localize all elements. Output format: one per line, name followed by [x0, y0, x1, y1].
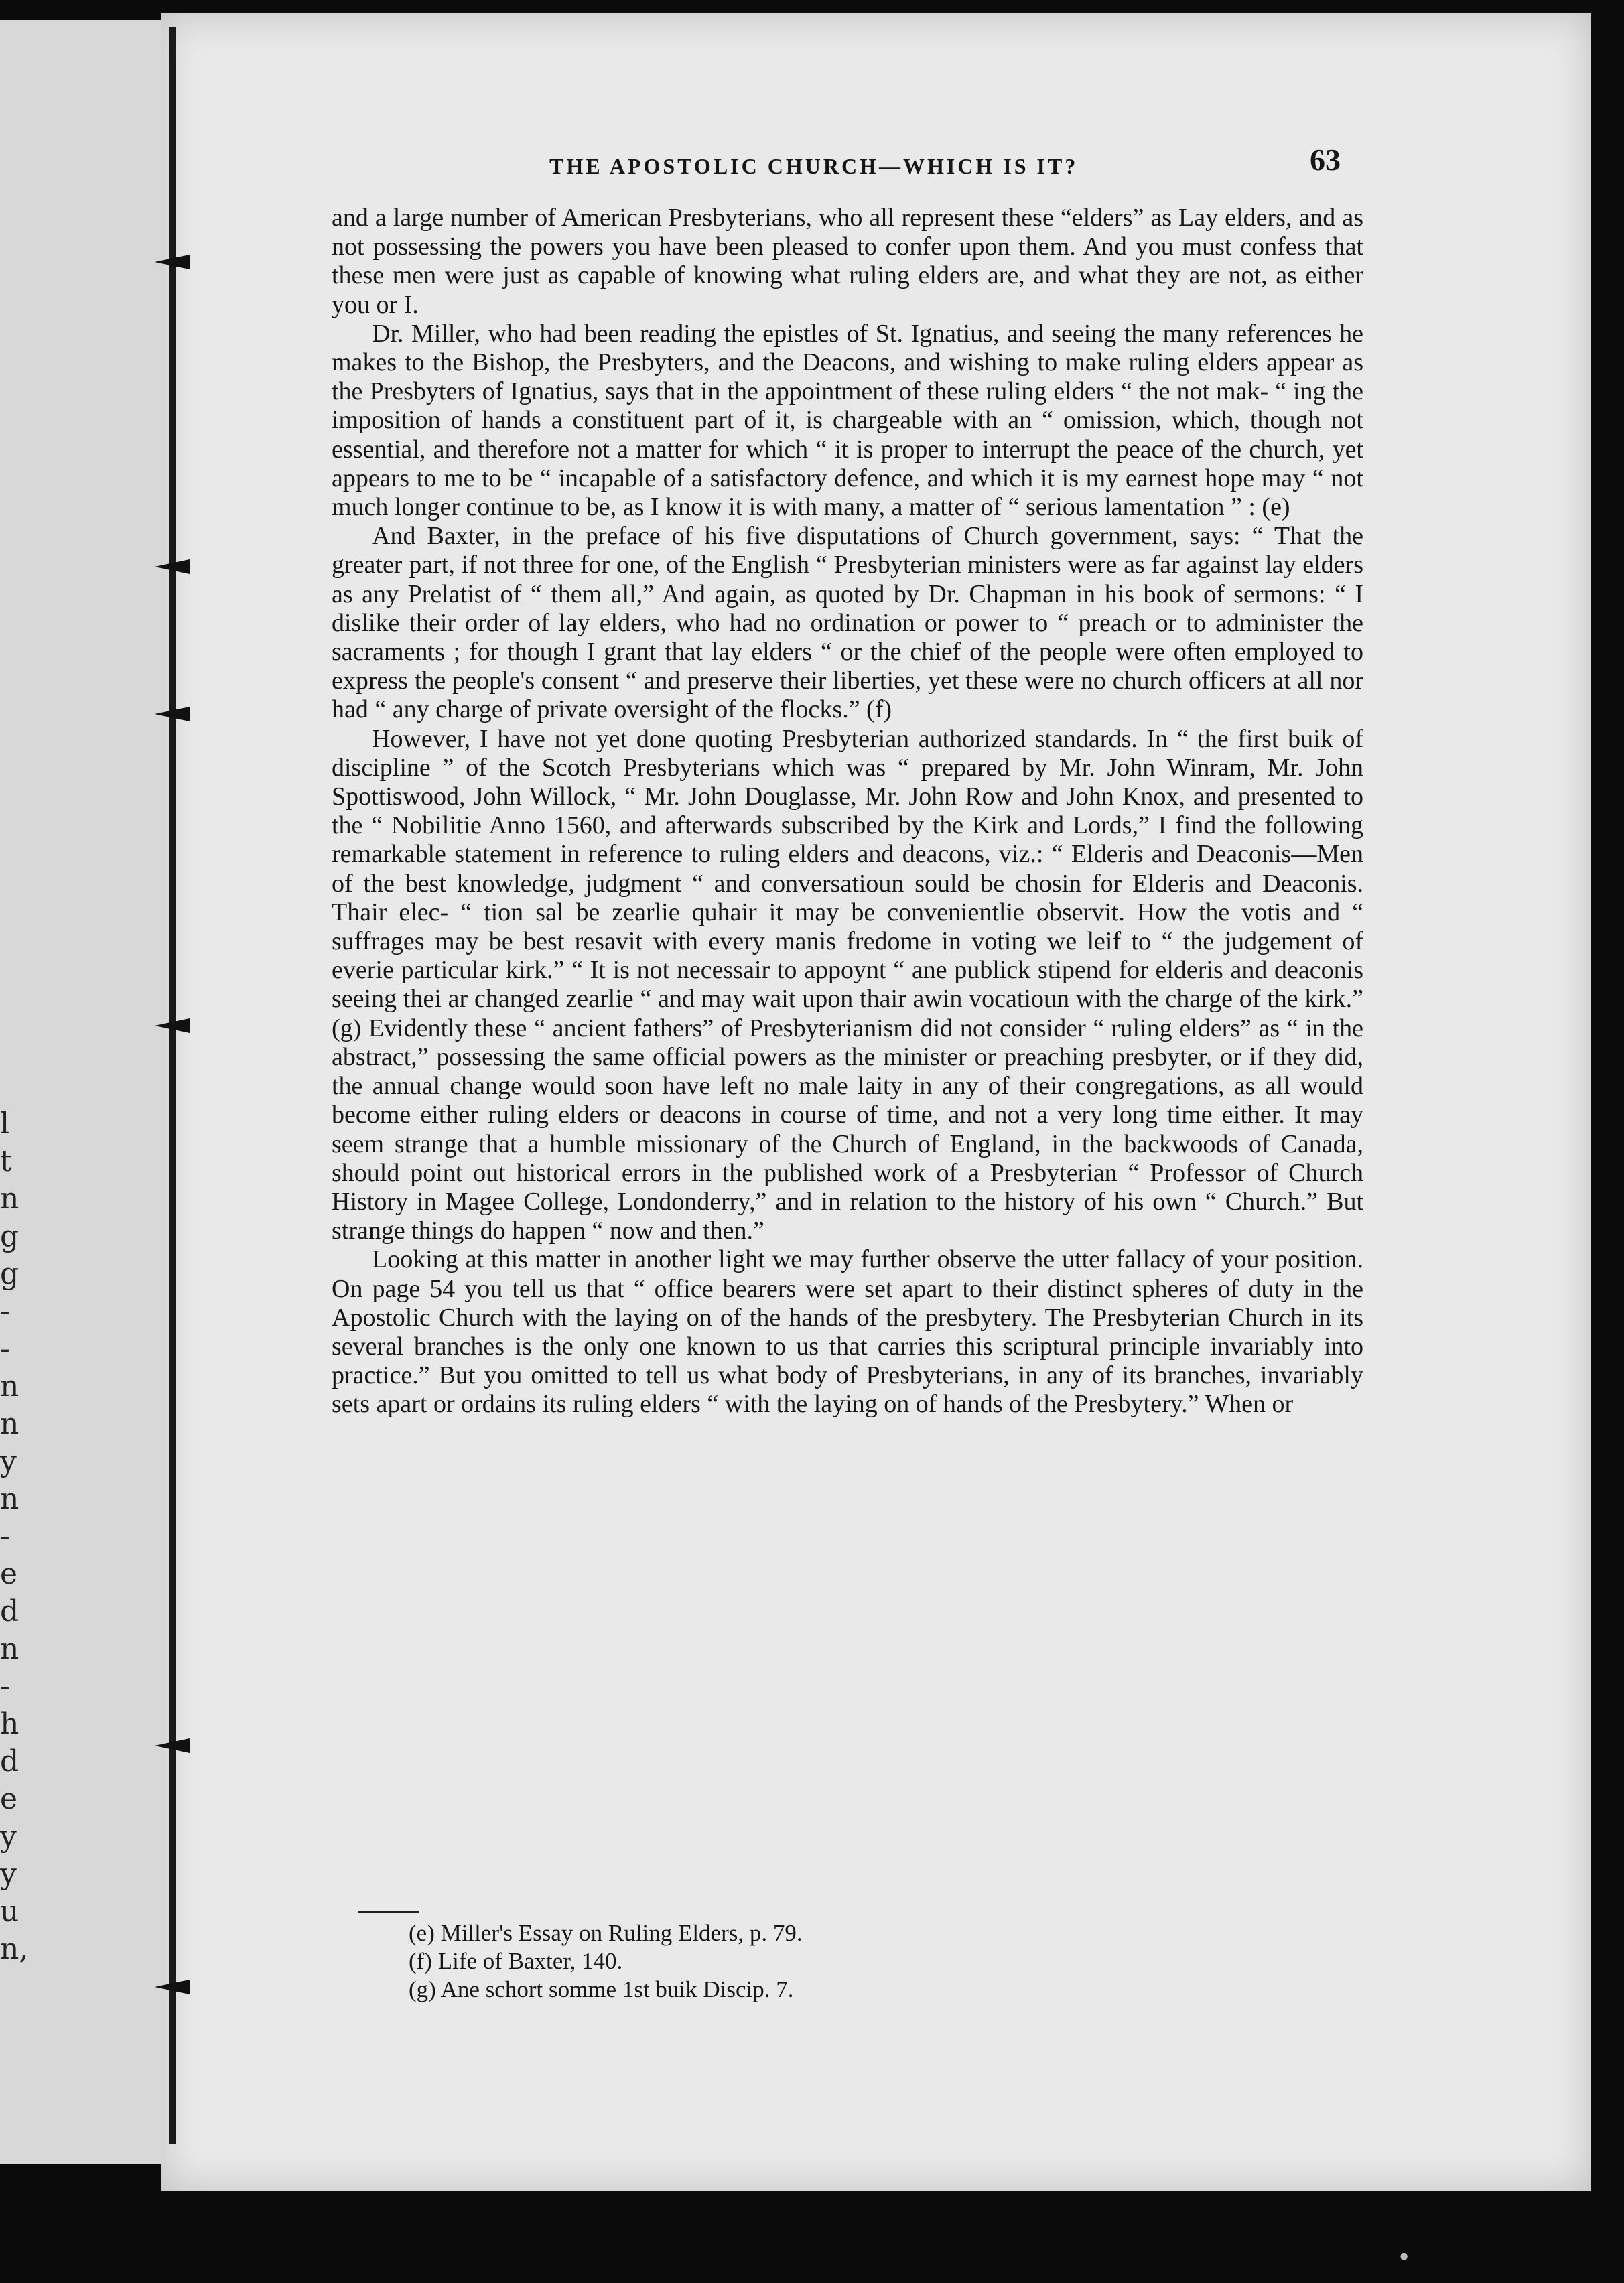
margin-letter: - [0, 1519, 10, 1553]
margin-letter: t [0, 1144, 12, 1178]
footnote: (f) Life of Baxter, 140. [409, 1948, 623, 1974]
footnotes [409, 1919, 1213, 2004]
margin-letter: - [0, 1294, 10, 1328]
paragraph: Looking at this matter in another light we may further observe the utter fallacy of your position. On page 54 you tell us that “ office bearers were set apart to their distinct spheres of duty in the Apostolic Church with the laying on of the hands of the presbytery. The Presbyterian Church in its several branches is the only one known to us that carries this scriptural principle invariably into practice.” But you omitted to tell us what body of Presbyterians, in any of its branches, invariably sets apart or ordains its ruling elders “ with the laying on of hands of the Presbytery.” When or [332, 1245, 1363, 1419]
footnote: (g) Ane schort somme 1st buik Discip. 7. [409, 1976, 794, 2002]
margin-letter: u [0, 1894, 19, 1929]
paragraph: And Baxter, in the preface of his five disputations of Church government, says: “ That the greater part, if not three for one, of the English “ Presbyterian ministers were as far against lay elders as any Prelatist of “ them all,” And again, as quoted by Dr. Chapman in his book of sermons: “ I dislike their order of lay elders, who had no ordination or power to “ preach or to administer the sacraments ; for though I grant that lay elders “ or the chief of the people were often employed to express the people's consent “ and preserve their liberties, yet these were no church officers at all nor had “ any charge of private oversight of the flocks.” (f) [332, 522, 1363, 724]
margin-letter: - [0, 1332, 10, 1366]
footnote-rule [358, 1911, 419, 1913]
margin-letter: g [0, 1219, 19, 1253]
margin-letter: g [0, 1257, 19, 1291]
margin-letter: h [0, 1707, 19, 1741]
previous-page-margin-letters [0, 1105, 29, 1968]
footnote: (e) Miller's Essay on Ruling Elders, p. 79. [409, 1920, 803, 1946]
margin-letter: n [0, 1632, 19, 1666]
margin-letter: n [0, 1407, 19, 1441]
margin-letter: n, [0, 1932, 29, 1966]
binding-spine [169, 27, 176, 2144]
margin-letter: e [0, 1782, 18, 1816]
margin-letter: l [0, 1107, 10, 1141]
paragraph: and a large number of American Presbyterians, who all represent these “elders” as Lay elders, and as not possessing the powers you have been pleased to confer upon them. And you must confess that these men were just as capable of knowing what ruling elders are, and what they are not, as either you or I. [332, 204, 1363, 319]
margin-letter: n [0, 1482, 19, 1516]
margin-letter: d [0, 1744, 19, 1779]
margin-letter: - [0, 1669, 10, 1704]
margin-letter: n [0, 1182, 19, 1216]
margin-letter: y [0, 1819, 17, 1854]
paragraph: However, I have not yet done quoting Presbyterian authorized standards. In “ the first buik of discipline ” of the Scotch Presbyterians which was “ prepared by Mr. John Winram, Mr. John Spottiswood, John Willock, “ Mr. John Douglasse, Mr. John Row and John Knox, and presented to the “ Nobilitie Anno 1560, and afterwards subscribed by the Kirk and Lords,” I find the following remarkable statement in reference to ruling elders and deacons, viz.: “ Elderis and Deaconis—Men of the best knowledge, judgment “ and conversatioun sould be chosin for Elderis and Deaconis. Thair elec- “ tion sal be zearlie quhair it may be convenientlie observit. How the votis and “ suffrages may be best resavit with every manis fredome in voting we leif to “ the judgement of everie particular kirk.” “ It is not necessair to appoynt “ ane publick stipend for elderis and deaconis seeing thei ar changed zearlie “ and may wait upon thair awin vocatioun with the charge of the kirk.” (g) Evidently these “ ancient fathers” of Presbyterianism did not consider “ ruling elders” as “ in the abstract,” possessing the same official powers as the minister or preaching presbyter, or if they did, the annual change would soon have left no male laity in any of their congregations, as all would become either ruling elders or deacons in course of time, and not a very long time either. It may seem strange that a humble missionary of the Church of England, in the backwoods of Canada, should point out historical errors in the published work of a Presbyterian “ Professor of Church History in Magee College, Londonderry,” and in relation to the history of his own “ Church.” But strange things do happen “ now and then.” [332, 724, 1363, 1245]
running-head: THE APOSTOLIC CHURCH—WHICH IS IT? [549, 154, 1079, 178]
margin-letter: y [0, 1444, 17, 1478]
page-number: 63 [1310, 143, 1341, 177]
paragraph: Dr. Miller, who had been reading the epistles of St. Ignatius, and seeing the many references he makes to the Bishop, the Presbyters, and the Deacons, and wishing to make ruling elders appear as the Presbyters of Ignatius, says that in the appointment of these ruling elders “ the not mak- “ ing the imposition of hands a constituent part of it, is chargeable with an “ omission, which, though not essential, and therefore not a matter for which “ it is proper to interrupt the peace of the church, yet appears to me to be “ incapable of a satisfactory defence, and which it is my earnest hope may “ not much longer continue to be, as I know it is with many, a matter of “ serious lamentation ” : (e) [332, 319, 1363, 522]
body-text [332, 204, 1363, 1420]
margin-letter: e [0, 1557, 18, 1591]
stray-mark: • [1397, 2244, 1412, 2272]
margin-letter: n [0, 1369, 19, 1403]
margin-letter: d [0, 1594, 19, 1629]
margin-letter: y [0, 1857, 17, 1891]
